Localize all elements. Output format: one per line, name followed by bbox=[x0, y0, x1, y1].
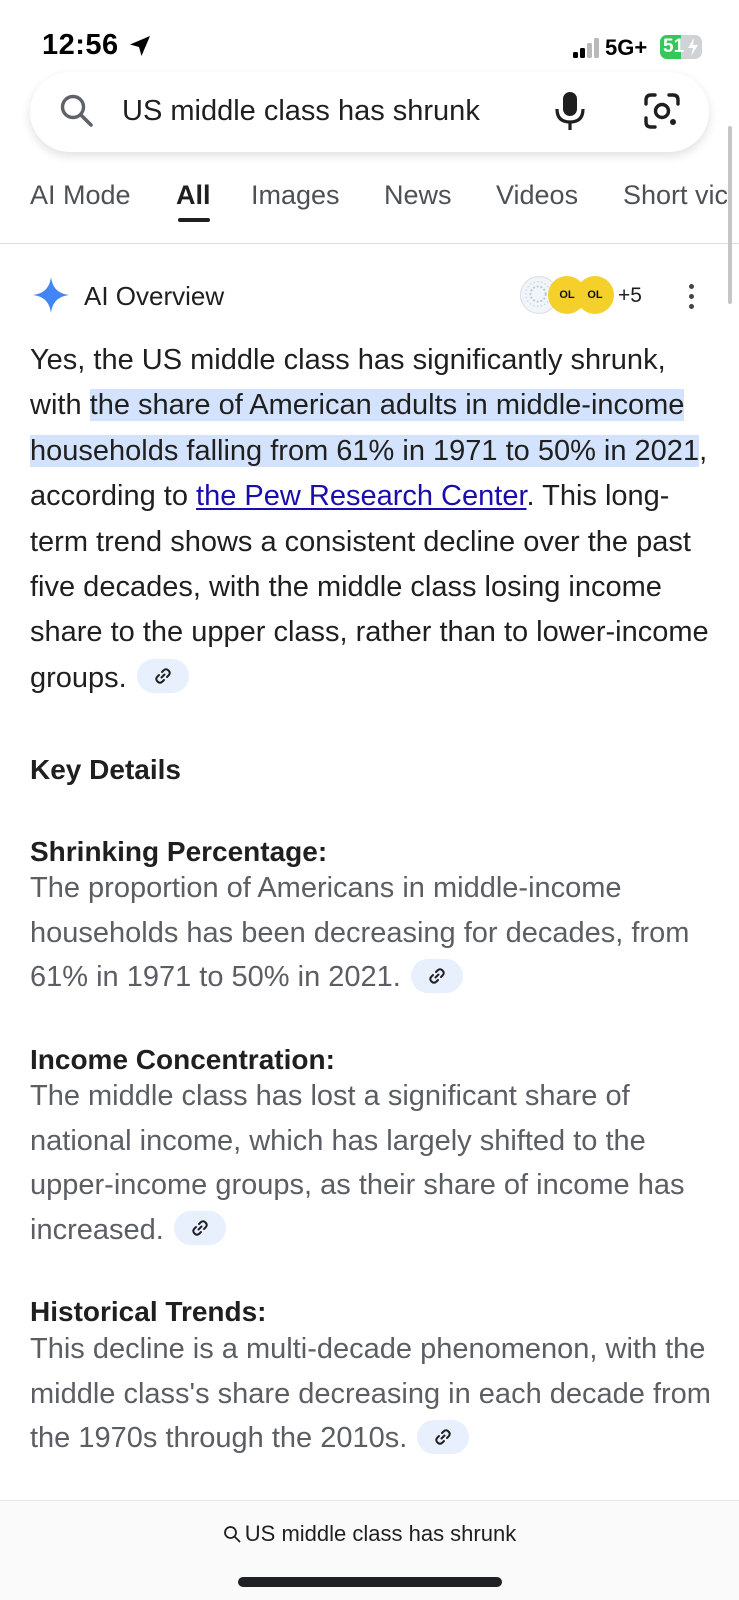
citation-link-button[interactable] bbox=[417, 1420, 469, 1454]
google-lens-icon[interactable] bbox=[642, 91, 682, 131]
pew-research-link[interactable]: the Pew Research Center bbox=[196, 480, 527, 513]
link-icon bbox=[153, 666, 173, 686]
detail-heading: Shrinking Percentage: bbox=[30, 836, 328, 867]
link-icon bbox=[427, 966, 447, 986]
detail-text bbox=[30, 1074, 712, 1253]
tab-videos[interactable]: Videos bbox=[496, 180, 579, 210]
charging-bolt-icon bbox=[687, 38, 699, 56]
summary-text: , according to bbox=[30, 434, 708, 513]
detail-heading: Income Concentration: bbox=[30, 1044, 335, 1075]
tab-all[interactable]: All bbox=[176, 180, 211, 210]
ai-overview-title: AI Overview bbox=[84, 281, 225, 311]
cellular-signal-icon bbox=[573, 38, 599, 58]
more-options-icon[interactable] bbox=[680, 284, 704, 312]
search-icon[interactable] bbox=[58, 92, 96, 130]
ai-sparkle-icon bbox=[32, 276, 70, 314]
bottom-address-bar[interactable] bbox=[0, 1500, 739, 1600]
ai-summary bbox=[30, 338, 712, 701]
source-favicon[interactable]: OL bbox=[548, 276, 586, 314]
link-icon bbox=[433, 1427, 453, 1447]
citation-link-button[interactable] bbox=[411, 959, 463, 993]
detail-text bbox=[30, 1327, 712, 1461]
detail-text bbox=[30, 866, 712, 1000]
search-tabs bbox=[0, 168, 739, 244]
detail-body: The middle class has lost a significant share of national income, which has largely shifted to the upper-income groups, as their share of income has increased. bbox=[30, 1080, 685, 1247]
bottom-search-query[interactable] bbox=[0, 1521, 739, 1547]
citation-link-button[interactable] bbox=[137, 659, 189, 693]
home-indicator[interactable] bbox=[238, 1577, 502, 1587]
summary-text: . This long-term trend shows a consistent decline over the past five decades, with the middle class losing income share to the upper class, rather than to lower-income groups. bbox=[30, 480, 709, 694]
bottom-query-text: US middle class has shrunk bbox=[244, 1521, 517, 1546]
link-icon bbox=[190, 1218, 210, 1238]
battery-percent: 51 bbox=[663, 36, 685, 57]
location-arrow-icon bbox=[128, 34, 152, 58]
microphone-icon[interactable] bbox=[552, 90, 588, 132]
search-icon bbox=[223, 1525, 241, 1543]
summary-text: Yes, the US middle class has significantly shrunk, with bbox=[30, 344, 666, 422]
active-tab-indicator bbox=[178, 218, 210, 222]
highlighted-text[interactable]: the share of American adults in middle-income households falling from 61% in 1971 to 50% in 2021 bbox=[30, 389, 700, 467]
search-bar[interactable] bbox=[30, 72, 709, 152]
key-details-heading: Key Details bbox=[30, 754, 181, 785]
network-type: 5G+ bbox=[605, 35, 648, 60]
sources-more-count[interactable]: +5 bbox=[618, 284, 642, 307]
detail-heading: Historical Trends: bbox=[30, 1296, 267, 1327]
battery-icon bbox=[660, 35, 702, 59]
search-input[interactable] bbox=[122, 90, 522, 132]
clock: 12:56 bbox=[42, 29, 119, 61]
citation-link-button[interactable] bbox=[174, 1211, 226, 1245]
tab-ai-mode[interactable]: AI Mode bbox=[30, 180, 131, 210]
scrollbar[interactable] bbox=[728, 126, 732, 304]
tab-news[interactable]: News bbox=[384, 180, 452, 210]
tab-images[interactable]: Images bbox=[251, 180, 340, 210]
tab-short-videos[interactable]: Short vic bbox=[623, 180, 729, 210]
source-favicon[interactable]: OL bbox=[576, 276, 614, 314]
detail-body: This decline is a multi-decade phenomenon, with the middle class's share decreasing in each decade from the 1970s through the 2010s. bbox=[30, 1333, 711, 1455]
detail-body: The proportion of Americans in middle-income households has been decreasing for decades, from 61% in 1971 to 50% in 2021. bbox=[30, 872, 690, 994]
